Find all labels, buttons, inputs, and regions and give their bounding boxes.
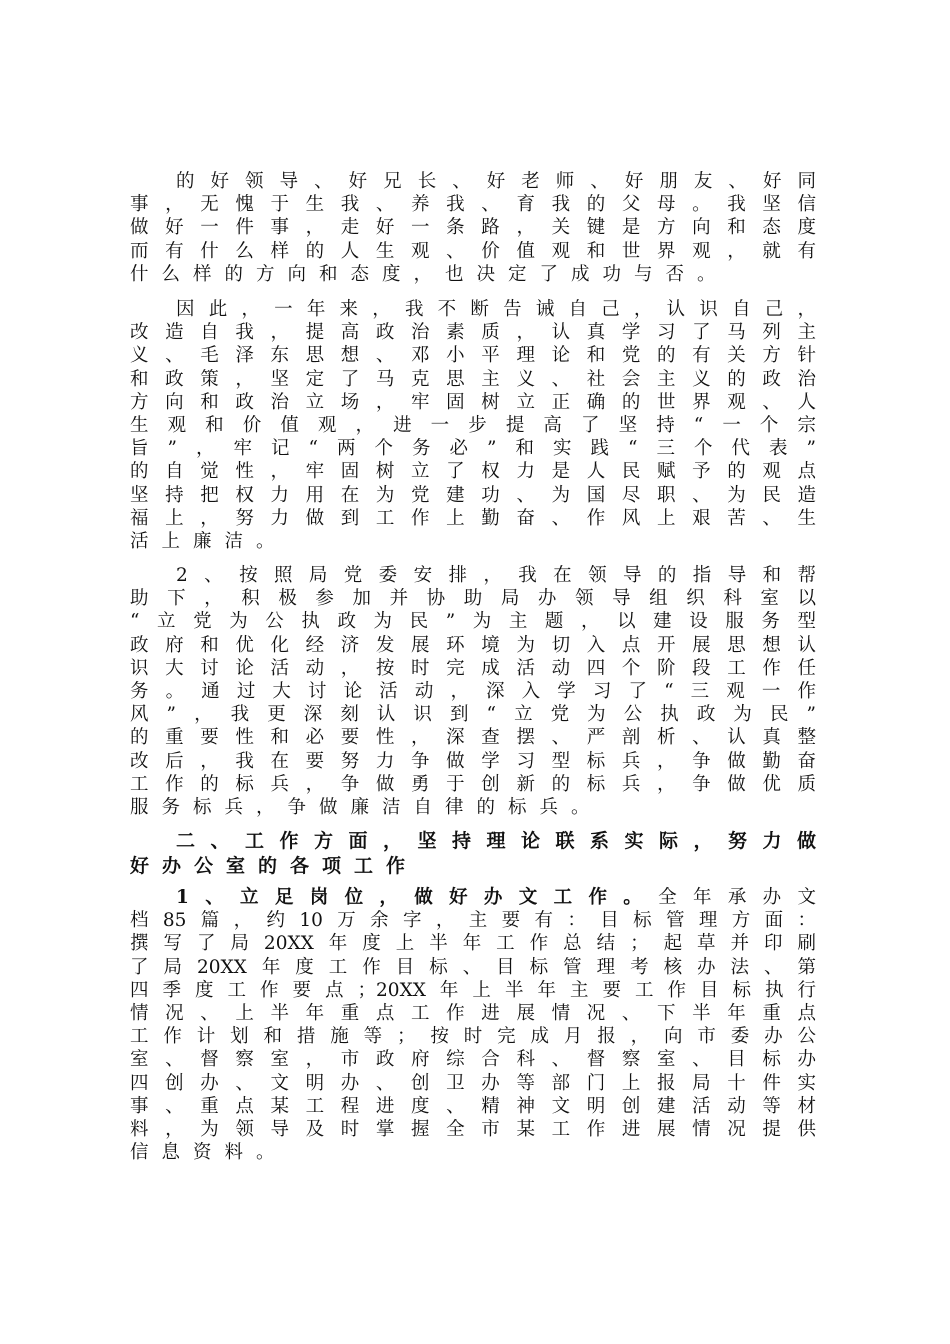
section-heading bbox=[130, 829, 816, 879]
text-line: 工作的标兵，争做勇于创新的标兵，争做优质 bbox=[130, 773, 816, 795]
heading-line: 二、工作方面，坚持理论联系实际，努力做 bbox=[176, 830, 816, 852]
subheading-run: 1、立足岗位，做好办文工作。 bbox=[176, 887, 659, 908]
text-line: 政府和优化经济发展环境为切入点开展思想认 bbox=[130, 634, 816, 656]
text-line: 改造自我，提高政治素质，认真学习了马列主 bbox=[130, 322, 816, 344]
text-run: 全年承办文 bbox=[658, 887, 816, 908]
text-line: 服务标兵，争做廉洁自律的标兵。 bbox=[130, 796, 603, 818]
text-line: 做好一件事，走好一条路，关键是方向和态度 bbox=[130, 217, 816, 239]
text-line: 旨”，牢记“两个务必”和实践“三个代表” bbox=[130, 438, 816, 460]
text-line: 而有什么样的人生观、价值观和世界观，就有 bbox=[130, 240, 816, 262]
text-line: 助下，积极参加并协助局办领导组织科室以 bbox=[130, 588, 816, 610]
text-line: 的自觉性，牢固树立了权力是人民赋予的观点 bbox=[130, 461, 816, 483]
text-line: 四创办、文明办、创卫办等部门上报局十件实 bbox=[130, 1072, 816, 1094]
text-line: 生观和价值观，进一步提高了坚持“一个宗 bbox=[130, 414, 816, 436]
text-line bbox=[130, 886, 816, 909]
text-line: 风”，我更深刻认识到“立党为公执政为民” bbox=[130, 704, 816, 726]
text-line: 改后，我在要努力争做学习型标兵，争做勤奋 bbox=[130, 750, 816, 772]
text-line: 务。通过大讨论活动，深入学习了“三观一作 bbox=[130, 680, 816, 702]
text-line: 档85篇，约10万余字，主要有：目标管理方面： bbox=[130, 910, 816, 932]
text-line: 了局20XX年度工作目标、目标管理考核办法、第 bbox=[130, 956, 816, 978]
heading-line: 好办公室的各项工作 bbox=[130, 855, 419, 877]
paragraph-4 bbox=[130, 886, 816, 1164]
text-line: 室、督察室，市政府综合科、督察室、目标办 bbox=[130, 1049, 816, 1071]
text-line: 因此，一年来，我不断告诫自己，认识自己， bbox=[176, 299, 816, 320]
paragraph-1 bbox=[130, 170, 816, 286]
text-line: 撰写了局20XX年度上半年工作总结；起草并印刷 bbox=[130, 933, 816, 955]
text-line: 2、按照局党委安排，我在领导的指导和帮 bbox=[176, 565, 816, 586]
text-line: 义、毛泽东思想、邓小平理论和党的有关方针 bbox=[130, 345, 816, 367]
text-line: 事、重点某工程进度、精神文明创建活动等材 bbox=[130, 1095, 816, 1117]
text-line: 工作计划和措施等；按时完成月报，向市委办公 bbox=[130, 1026, 816, 1048]
text-line: 识大讨论活动，按时完成活动四个阶段工作任 bbox=[130, 657, 816, 679]
text-line: 信息资料。 bbox=[130, 1142, 288, 1164]
text-line: 什么样的方向和态度，也决定了成功与否。 bbox=[130, 263, 729, 285]
paragraph-3 bbox=[130, 564, 816, 819]
text-line: 四季度工作要点；20XX年上半年主要工作目标执行 bbox=[130, 979, 816, 1001]
text-line: 福上，努力做到工作上勤奋、作风上艰苦、生 bbox=[130, 507, 816, 529]
text-line: 活上廉洁。 bbox=[130, 530, 288, 552]
text-line: 事，无愧于生我、养我、育我的父母。我坚信 bbox=[130, 194, 816, 216]
paragraph-2 bbox=[130, 298, 816, 553]
text-line: 的重要性和必要性，深查摆、严剖析、认真整 bbox=[130, 727, 816, 749]
text-line: “立党为公执政为民”为主题，以建设服务型 bbox=[130, 611, 816, 633]
text-line: 情况、上半年重点工作进展情况、下半年重点 bbox=[130, 1002, 816, 1024]
text-line: 方向和政治立场，牢固树立正确的世界观、人 bbox=[130, 391, 816, 413]
text-line: 的好领导、好兄长、好老师、好朋友、好同 bbox=[176, 171, 816, 192]
text-line: 和政策，坚定了马克思主义、社会主义的政治 bbox=[130, 368, 816, 390]
text-line: 料，为领导及时掌握全市某工作进展情况提供 bbox=[130, 1118, 816, 1140]
text-line: 坚持把权力用在为党建功、为国尽职、为民造 bbox=[130, 484, 816, 506]
